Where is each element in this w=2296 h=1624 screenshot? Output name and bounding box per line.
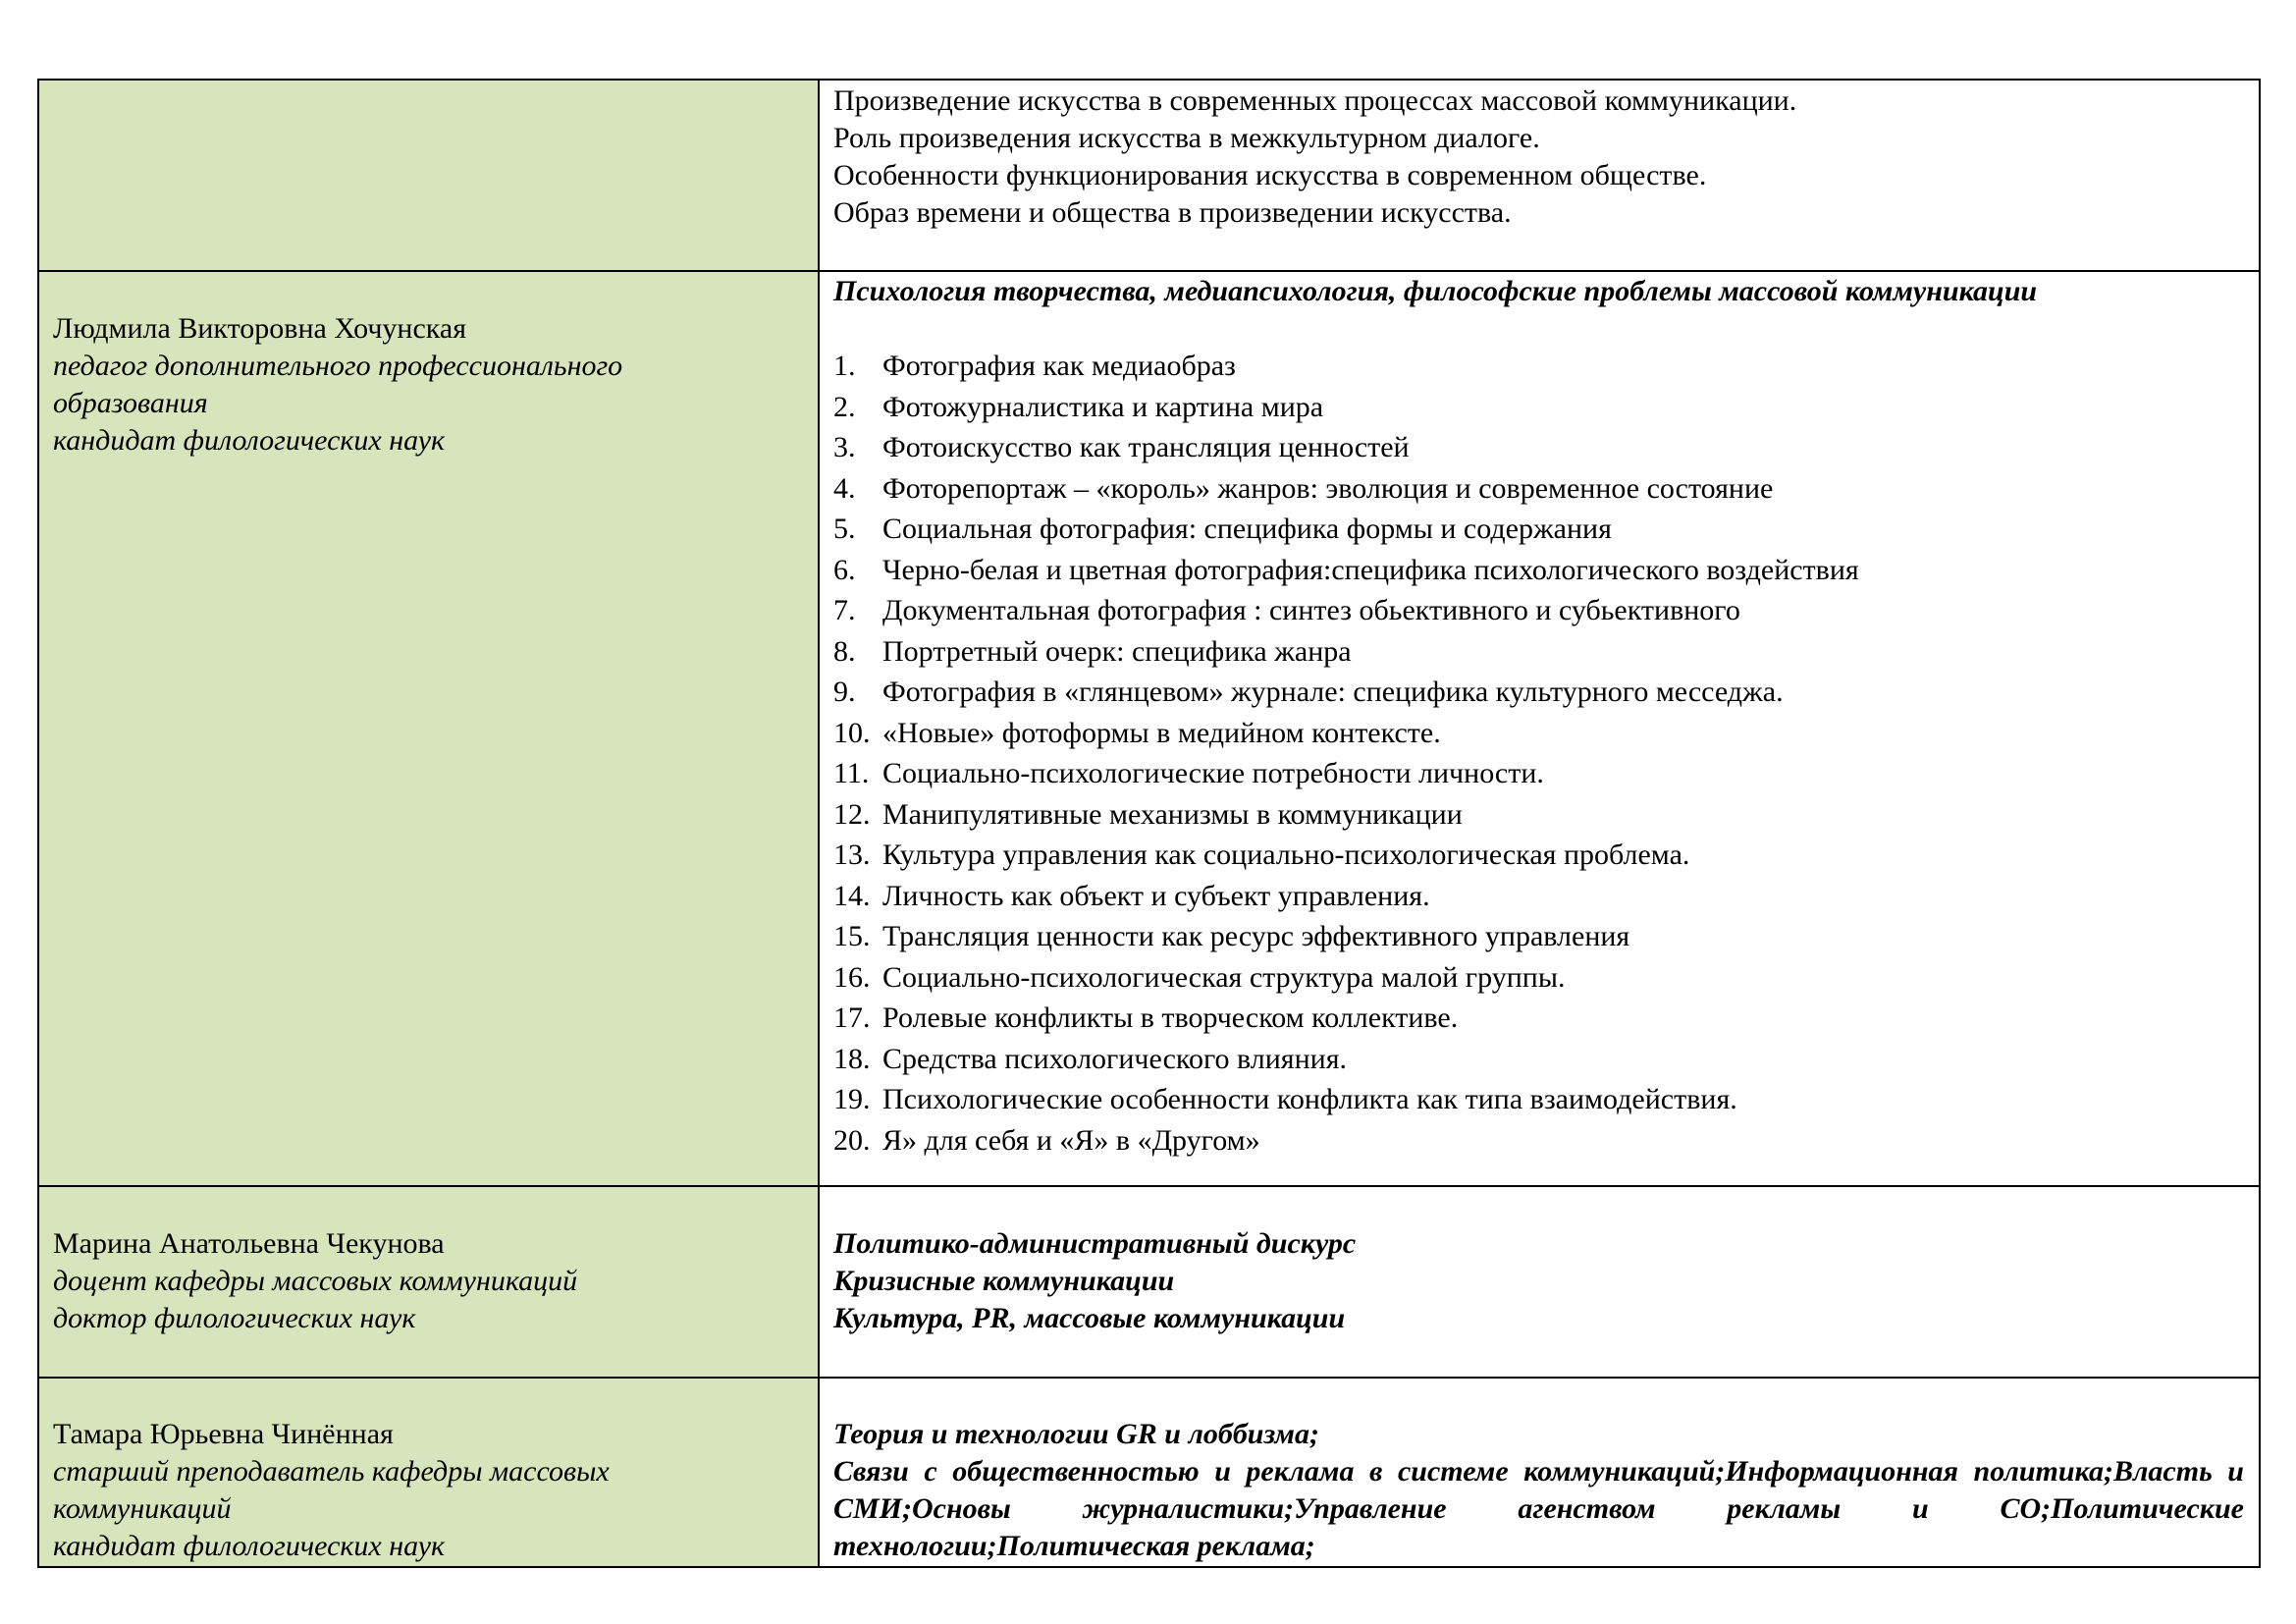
supervisor-cell: [38, 1378, 819, 1567]
list-item-number: 16.: [833, 960, 871, 994]
supervisor-name: Тамара Юрьевна Чинённая: [53, 1418, 394, 1450]
topic-line: Произведение искусства в современных процессах массовой коммуникации.: [833, 84, 1797, 117]
list-item: [833, 387, 2244, 428]
list-item-number: 4.: [833, 471, 856, 505]
topic-line: Политико-административный дискурс: [833, 1227, 1357, 1260]
list-item: [833, 346, 2244, 387]
topic-line: Особенности функционирования искусства в современном обществе.: [833, 159, 1707, 191]
list-item-number: 12.: [833, 797, 871, 831]
list-item: [833, 1120, 2244, 1162]
list-item: [833, 957, 2244, 999]
list-item-text: Фотоискусство как трансляция ценностей: [882, 431, 1410, 463]
list-item: [833, 998, 2244, 1039]
supervisor-position: коммуникаций: [53, 1492, 232, 1525]
table-row: [38, 80, 2260, 271]
supervisor-position: педагог дополнительного профессионального: [53, 350, 623, 382]
list-item: [833, 509, 2244, 550]
topic-line: Образ времени и общества в произведении искусства.: [833, 196, 1512, 229]
list-item: [833, 672, 2244, 713]
supervisor-position: старший преподаватель кафедры массовых: [53, 1455, 610, 1488]
list-item-number: 10.: [833, 716, 871, 749]
list-item: [833, 550, 2244, 591]
list-item-number: 8.: [833, 634, 856, 668]
supervisor-degree: доктор филологических наук: [53, 1302, 416, 1334]
list-item-text: «Новые» фотоформы в медийном контексте.: [882, 716, 1441, 749]
list-item-number: 7.: [833, 594, 856, 626]
topic-line: Культура, PR, массовые коммуникации: [833, 1302, 1346, 1334]
supervisor-degree: кандидат филологических наук: [53, 424, 446, 457]
list-item-number: 5.: [833, 513, 856, 545]
list-item-number: 14.: [833, 879, 871, 912]
topics-heading: Психология творчества, медиапсихология, философские проблемы массовой коммуникации: [833, 275, 2038, 307]
list-item-number: 9.: [833, 676, 856, 708]
topic-line: Кризисные коммуникации: [833, 1265, 1175, 1297]
topic-line: Роль произведения искусства в межкультурном диалоге.: [833, 122, 1540, 154]
list-item-text: Социальная фотография: специфика формы и содержания: [882, 513, 1612, 545]
topics-heading: Теория и технологии GR и лоббизма;: [833, 1418, 1319, 1450]
topics-cell: [819, 271, 2260, 1186]
list-item-text: Манипулятивные механизмы в коммуникации: [882, 797, 1463, 831]
list-item-text: Социально-психологические потребности личности.: [882, 757, 1544, 789]
list-item-text: Трансляция ценности как ресурс эффективного управления: [882, 920, 1630, 952]
list-item: [833, 794, 2244, 836]
list-item-text: Портретный очерк: специфика жанра: [882, 634, 1352, 668]
topics-cell: [819, 80, 2260, 271]
supervisor-cell: [38, 271, 819, 1186]
list-item-number: 17.: [833, 1001, 871, 1034]
list-item: [833, 753, 2244, 794]
table-row: [38, 1186, 2260, 1378]
list-item: [833, 427, 2244, 468]
list-item-text: Фотография в «глянцевом» журнале: специфика культурного месседжа.: [882, 676, 1784, 708]
list-item: [833, 468, 2244, 510]
list-item: [833, 631, 2244, 673]
supervisor-degree: кандидат филологических наук: [53, 1530, 446, 1562]
list-item-text: Документальная фотография : синтез обьективного и субьективного: [882, 594, 1740, 626]
list-item: [833, 590, 2244, 631]
supervisor-cell: [38, 1186, 819, 1378]
list-item: [833, 1039, 2244, 1080]
topics-cell: [819, 1378, 2260, 1567]
list-item-text: Социально-психологическая структура малой группы.: [882, 960, 1566, 994]
list-item-number: 20.: [833, 1123, 871, 1157]
list-item-text: Психологические особенности конфликта как типа взаимодействия.: [882, 1083, 1737, 1115]
list-item-number: 13.: [833, 839, 871, 871]
list-item: [833, 1079, 2244, 1120]
list-item-text: Культура управления как социально-психологическая проблема.: [882, 839, 1690, 871]
list-item-number: 19.: [833, 1083, 871, 1115]
supervisor-name: Людмила Викторовна Хочунская: [53, 312, 467, 345]
topics-paragraph: Связи с общественностью и реклама в системе коммуникаций;Информационная политика;Власть и СМИ;Основы журналистики;Управление агенством рекламы и СО;Политические технологии;Политическая реклама;: [833, 1455, 2244, 1562]
list-item-text: Фотография как медиаобраз: [882, 350, 1236, 382]
list-item: [833, 876, 2244, 917]
supervisor-name: Марина Анатольевна Чекунова: [53, 1227, 445, 1260]
supervisor-position: доцент кафедры массовых коммуникаций: [53, 1265, 578, 1297]
list-item-number: 18.: [833, 1042, 871, 1075]
list-item-text: Фотожурналистика и картина мира: [882, 390, 1324, 423]
list-item: [833, 835, 2244, 876]
list-item-number: 3.: [833, 431, 856, 463]
list-item-number: 2.: [833, 390, 856, 423]
topics-cell: [819, 1186, 2260, 1378]
numbered-topic-list: [833, 346, 2244, 1161]
table-row: [38, 1378, 2260, 1567]
list-item-text: Средства психологического влияния.: [882, 1042, 1347, 1075]
table-row: [38, 271, 2260, 1186]
list-item-number: 11.: [833, 757, 870, 789]
list-item: [833, 916, 2244, 957]
list-item-number: 15.: [833, 920, 871, 952]
supervisor-position: образования: [53, 387, 208, 419]
supervisors-topics-table: [37, 79, 2261, 1568]
list-item-number: 6.: [833, 553, 856, 586]
list-item-text: Фоторепортаж – «король» жанров: эволюция и современное состояние: [882, 471, 1774, 505]
list-item-number: 1.: [833, 350, 856, 382]
list-item-text: Личность как объект и субъект управления.: [882, 879, 1430, 912]
list-item: [833, 713, 2244, 754]
list-item-text: Я» для себя и «Я» в «Другом»: [882, 1123, 1260, 1157]
list-item-text: Ролевые конфликты в творческом коллективе.: [882, 1001, 1459, 1034]
supervisor-cell: [38, 80, 819, 271]
list-item-text: Черно-белая и цветная фотография:специфика психологического воздействия: [882, 553, 1859, 586]
